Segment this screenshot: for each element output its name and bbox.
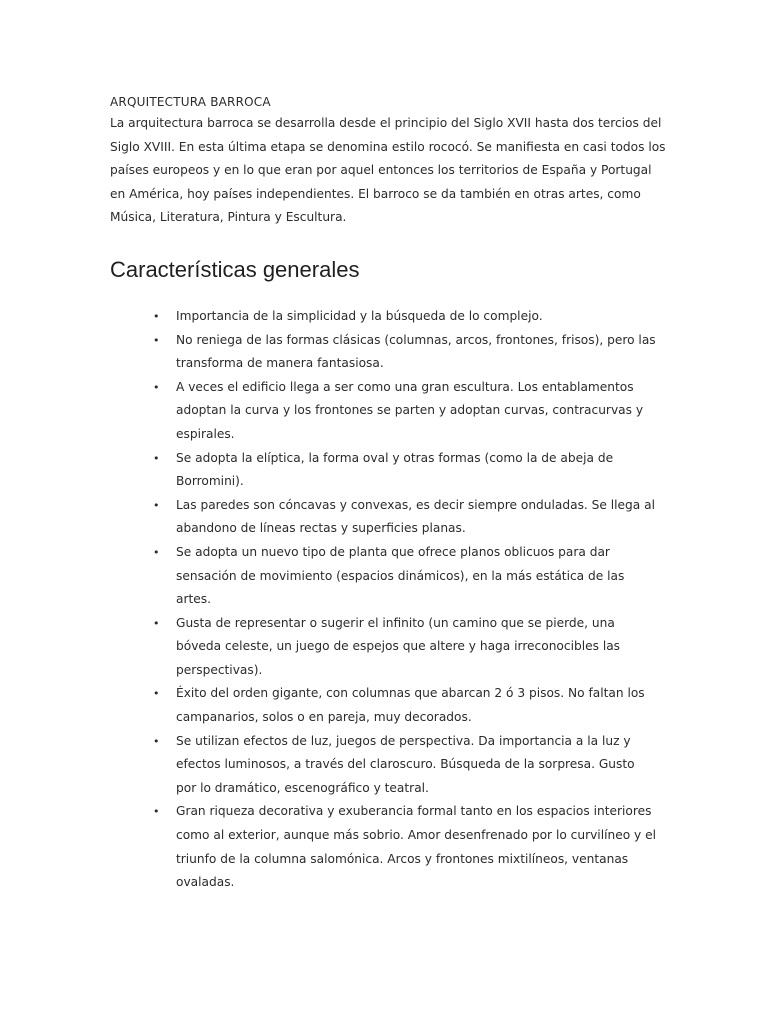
list-item-text: Se adopta la elíptica, la forma oval y otras formas (como la de abeja de Borromini). [176, 450, 614, 489]
intro-paragraph: La arquitectura barroca se desarrolla desde el principio del Siglo XVII hasta dos tercios del Siglo XVIII. En esta última etapa se denomina estilo rococó. Se manifiesta en casi todos los países europeos y en lo que eran por aquel entonces los territorios de España y Portugal en América, hoy países independientes. El barroco se da también en otras artes, como Música, Literatura, Pintura y Escultura. [110, 116, 666, 225]
list-item [110, 376, 670, 447]
bullet-icon: • [153, 734, 160, 748]
list-item [110, 682, 670, 729]
bullet-icon: • [153, 309, 160, 323]
bullet-icon: • [153, 498, 160, 512]
list-item [110, 541, 670, 612]
list-item-text: Se adopta un nuevo tipo de planta que ofrece planos oblicuos para dar sensación de movimiento (espacios dinámicos), en la más estática de las artes. [176, 544, 625, 607]
list-item [110, 329, 670, 376]
list-item [110, 730, 670, 801]
list-item [110, 447, 670, 494]
list-item [110, 494, 670, 541]
bullet-icon: • [153, 687, 160, 701]
list-item [110, 612, 670, 683]
bullet-icon: • [153, 333, 160, 347]
bullet-icon: • [153, 805, 160, 819]
list-item-text: A veces el edificio llega a ser como una gran escultura. Los entablamentos adoptan la curva y los frontones se parten y adoptan curvas, contracurvas y espirales. [176, 379, 644, 441]
list-item-text: Éxito del orden gigante, con columnas que abarcan 2 ó 3 pisos. No faltan los campanarios, solos o en pareja, muy decorados. [176, 686, 645, 725]
bullet-icon: • [153, 451, 160, 465]
document-content [110, 94, 670, 895]
list-item [110, 305, 670, 329]
list-item-text: Las paredes son cóncavas y convexas, es decir siempre onduladas. Se llega al abandono de líneas rectas y superficies planas. [176, 497, 655, 536]
list-item-text: No reniega de las formas clásicas (columnas, arcos, frontones, frisos), pero las transforma de manera fantasiosa. [176, 332, 656, 371]
list-item-text: Gusta de representar o sugerir el infinito (un camino que se pierde, una bóveda celeste, un juego de espejos que altere y haga irreconocibles las perspectivas). [176, 615, 621, 677]
characteristics-list [110, 305, 670, 895]
list-item [110, 800, 670, 894]
document-title: ARQUITECTURA BARROCA [110, 95, 271, 109]
bullet-icon: • [153, 545, 160, 559]
section-heading: Características generales [110, 256, 360, 282]
bullet-icon: • [153, 616, 160, 630]
list-item-text: Gran riqueza decorativa y exuberancia formal tanto en los espacios interiores como al exterior, aunque más sobrio. Amor desenfrenado por lo curvilíneo y el triunfo de la columna salomónica. Arcos y frontones mixtilíneos, ventanas ovaladas. [176, 804, 656, 890]
list-item-text: Importancia de la simplicidad y la búsqueda de lo complejo. [176, 308, 543, 323]
bullet-icon: • [153, 380, 160, 394]
list-item-text: Se utilizan efectos de luz, juegos de perspectiva. Da importancia a la luz y efectos luminosos, a través del claroscuro. Búsqueda de la sorpresa. Gusto por lo dramático, escenográfico y teatral. [176, 733, 635, 795]
